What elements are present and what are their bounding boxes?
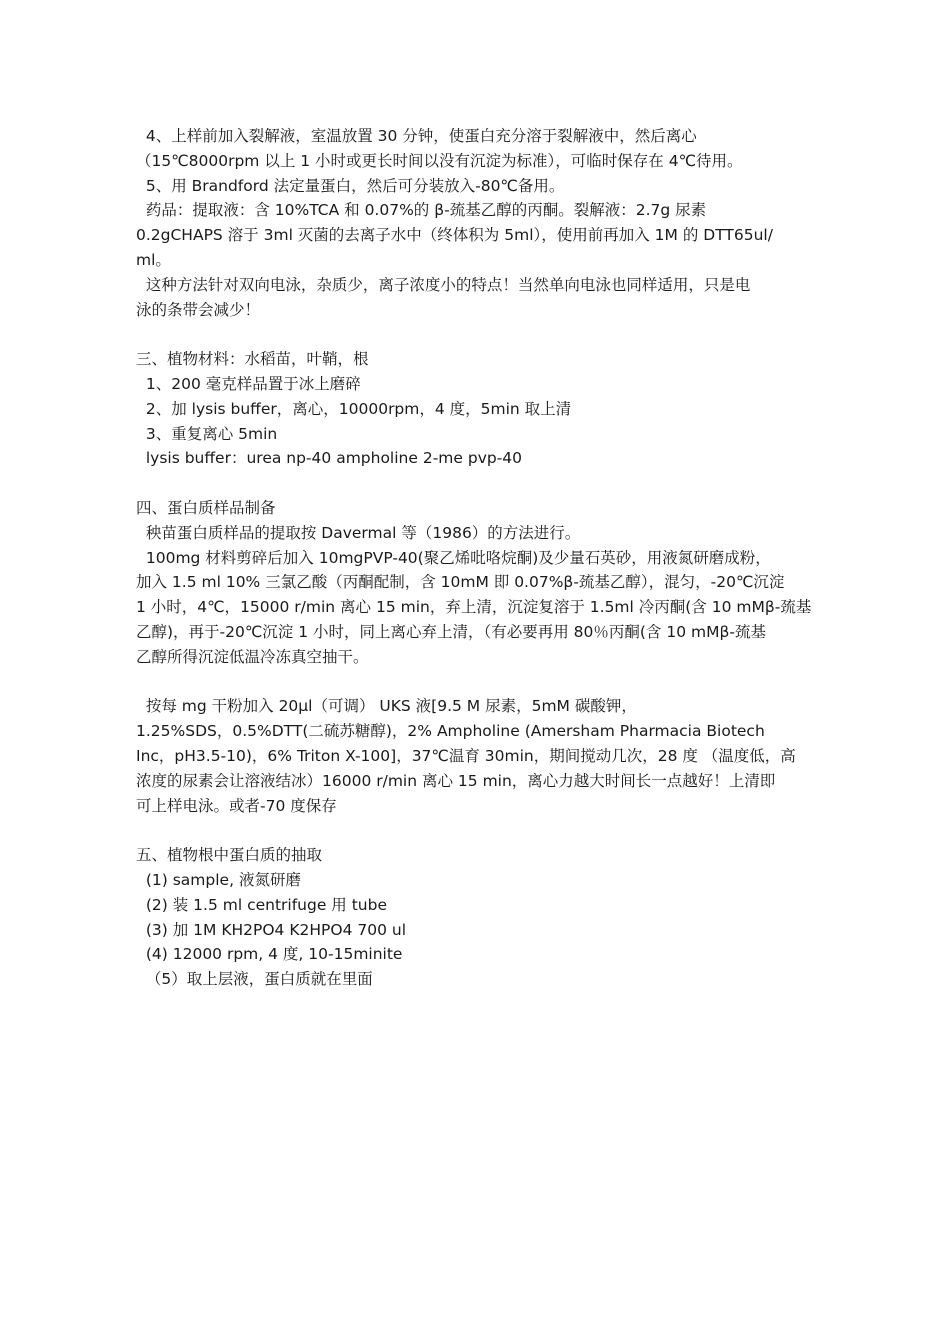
text-line: 加入 1.5 ml 10% 三氯乙酸（丙酮配制，含 10mM 即 0.07%β-巯基乙醇），混匀，-20℃沉淀 [136,573,785,592]
text-line: 2、加 lysis buffer，离心，10000rpm，4 度，5min 取上清 [136,399,572,418]
text-line: 3、重复离心 5min [136,424,278,443]
text-line: 1.25%SDS，0.5%DTT(二硫苏糖醇)，2% Ampholine (Amersham Pharmacia Biotech [136,722,765,741]
text-line: （15℃8000rpm 以上 1 小时或更长时间以没有沉淀为标准），可临时保存在 4℃待用。 [136,151,743,170]
blank-line [136,471,816,496]
text-line: Inc，pH3.5-10)，6% Triton X-100]，37℃温育 30min，期间搅动几次，28 度 （温度低，高 [136,746,796,765]
blank-line [136,670,816,695]
text-line: 100mg 材料剪碎后加入 10mgPVP-40(聚乙烯吡咯烷酮)及少量石英砂，用液氮研磨成粉， [136,548,771,567]
section-heading: 五、植物根中蛋白质的抽取 [136,846,323,865]
text-line: 乙醇)，再于-20℃沉淀 1 小时，同上离心弃上清，（有必要再用 80％丙酮(含 10 mMβ-巯基 [136,622,766,641]
section-root-protein-extraction [136,843,816,992]
text-line: 泳的条带会减少！ [136,300,261,319]
section-heading: 三、植物材料：水稻苗，叶鞘，根 [136,350,369,369]
text-line: 按每 mg 干粉加入 20μl（可调） UKS 液[9.5 M 尿素，5mM 碳酸钾， [136,697,637,716]
text-line: 4、上样前加入裂解液，室温放置 30 分钟，使蛋白充分溶于裂解液中，然后离心 [136,127,697,145]
blank-line [136,322,816,347]
text-line: lysis buffer：urea np-40 ampholine 2-me pvp-40 [136,449,523,468]
text-line: 0.2gCHAPS 溶于 3ml 灭菌的去离子水中（终体积为 5ml），使用前再加入 1M 的 DTT65ul/ [136,226,773,245]
list-item: （5）取上层液，蛋白质就在里面 [136,970,373,989]
paragraph-uks-solution [136,694,816,818]
text-line: ml。 [136,250,171,269]
section-plant-material [136,347,816,471]
text-line: 可上样电泳。或者-70 度保存 [136,796,337,815]
text-line: 5、用 Brandford 法定量蛋白，然后可分装放入-80℃备用。 [136,176,565,195]
section-heading: 四、蛋白质样品制备 [136,498,276,517]
list-item: (3) 加 1M KH2PO4 K2HPO4 700 ul [136,920,407,939]
paragraph-block-1 [136,124,816,322]
text-line: 药品：提取液：含 10%TCA 和 0.07%的 β-巯基乙醇的丙酮。裂解液：2.7g 尿素 [136,201,707,220]
document-body [136,124,816,992]
text-line: 浓度的尿素会让溶液结冰）16000 r/min 离心 15 min，离心力越大时间长一点越好！上清即 [136,771,776,790]
text-line: 1、200 毫克样品置于冰上磨碎 [136,374,361,393]
blank-line [136,818,816,843]
list-item: (2) 装 1.5 ml centrifuge 用 tube [136,895,387,914]
text-line: 1 小时，4℃，15000 r/min 离心 15 min，弃上清，沉淀复溶于 1.5ml 冷丙酮(含 10 mMβ-巯基 [136,598,812,617]
text-line: 这种方法针对双向电泳，杂质少，离子浓度小的特点！当然单向电泳也同样适用，只是电 [136,275,751,294]
section-protein-sample-prep [136,496,816,670]
text-line: 乙醇所得沉淀低温冷冻真空抽干。 [136,647,369,666]
list-item: (4) 12000 rpm, 4 度, 10-15minite [136,945,403,964]
text-line: 秧苗蛋白质样品的提取按 Davermal 等（1986）的方法进行。 [136,523,581,542]
list-item: (1) sample, 液氮研磨 [136,870,301,889]
